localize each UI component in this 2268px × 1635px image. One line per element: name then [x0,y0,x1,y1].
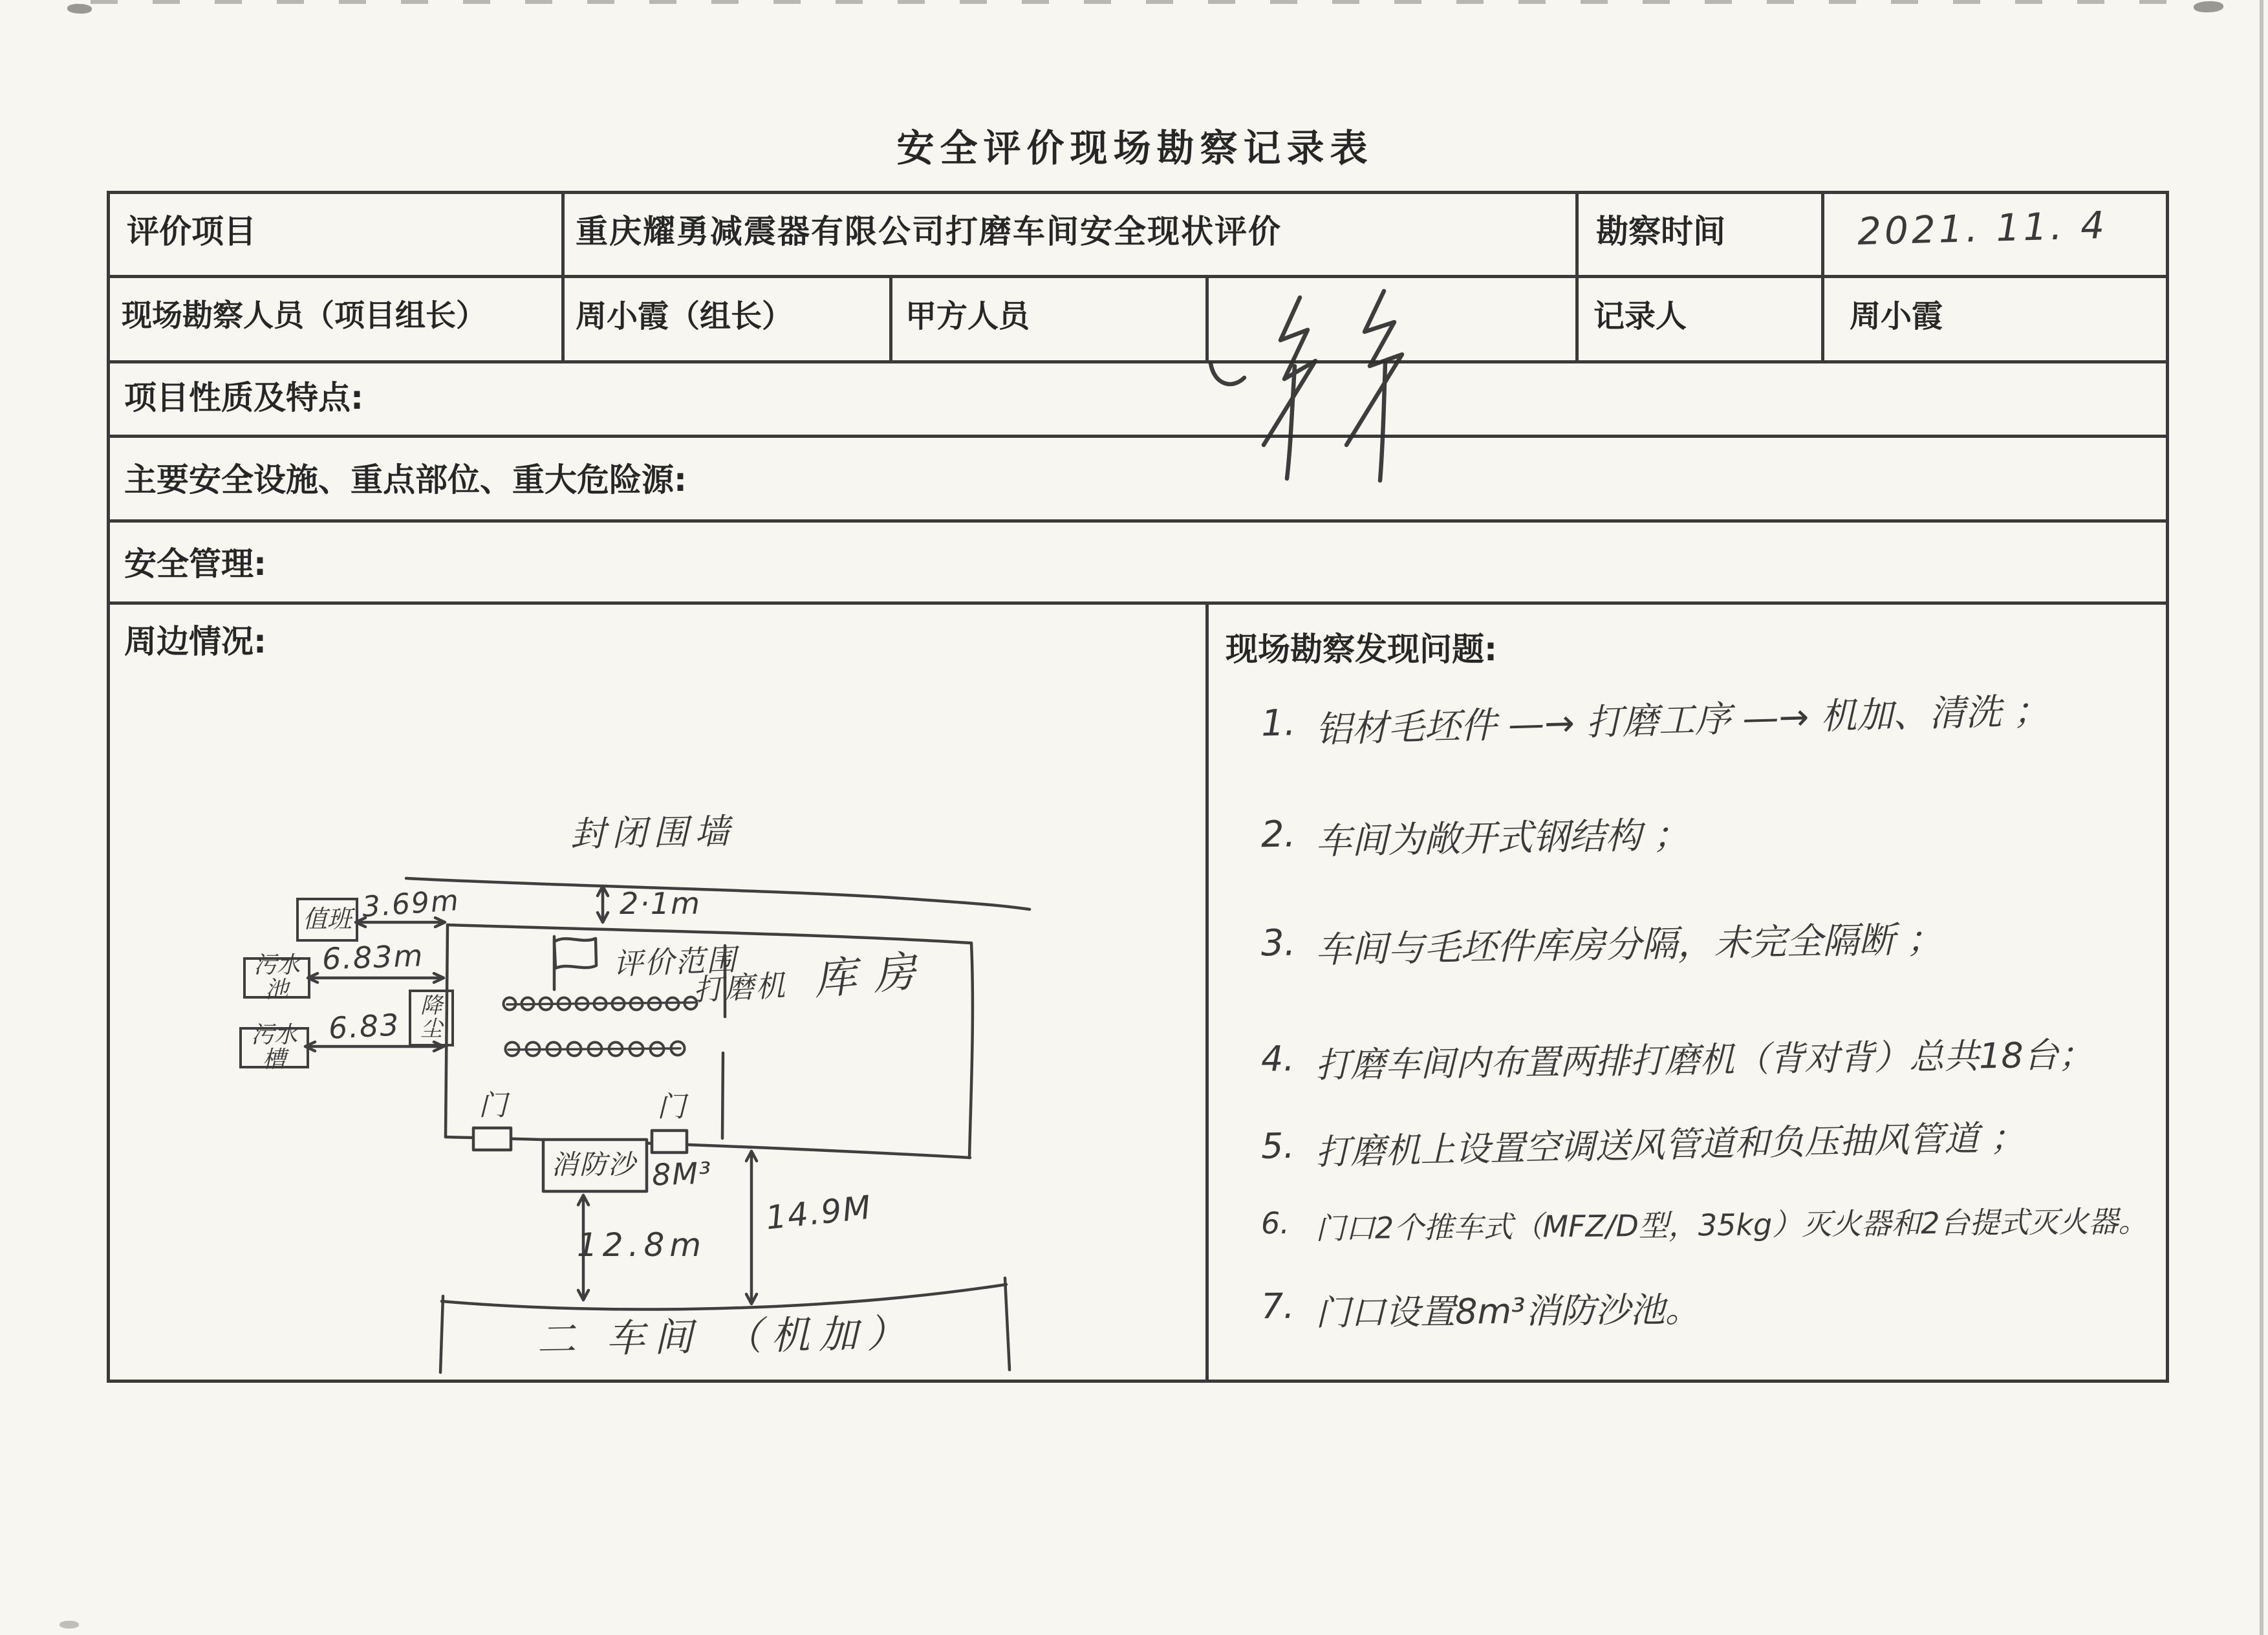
door-left [473,1128,511,1150]
door-right [652,1131,687,1153]
finding-item [1261,1026,2180,1088]
building-right-wall [969,943,973,1158]
sewage-tank-label: 污水槽 [250,1022,297,1073]
sewage-tank-distance-label: 6.83 [327,1007,401,1046]
table-line [107,191,2169,194]
table-line [561,191,565,363]
finding-item [1260,907,2179,975]
finding-item [1260,1107,2179,1176]
building-top-wall [448,925,971,943]
fire-sand-label: 消防沙 [551,1149,637,1180]
finding-number: 5. [1260,1125,1295,1167]
scope-flag-icon [554,938,596,968]
grinder-row-label: 打磨机 [692,968,788,1008]
cell-surveyor-value: 周小霞（组长） [576,298,794,334]
finding-number: 6. [1260,1205,1290,1241]
workshop2-left-tick [440,1296,443,1372]
scan-edge-artifact [2260,0,2263,1635]
table-line [107,519,2169,523]
finding-item [1261,1278,2180,1336]
finding-text: 铝材毛坯件 —→ 打磨工序 —→ 机加、清洗 ； [1315,689,2050,752]
workshop2-top-line [442,1284,1006,1310]
table-line [1821,191,1824,363]
cell-party-a-label: 甲方人员 [905,298,1030,334]
cell-recorder-label: 记录人 [1593,298,1687,334]
table-line [1205,601,1209,1383]
cell-survey-time-value: 2021. 11. 4 [1857,202,2108,254]
dust-removal-box [409,990,454,1046]
cell-management-label: 安全管理: [124,545,266,583]
sewage-pool-box [243,952,310,1003]
cell-eval-project-label: 评价项目 [127,213,256,250]
workshop2-right-tick [1005,1278,1010,1370]
table-line [107,360,2169,363]
sewage-pool-distance-label: 6.83m [321,938,425,977]
finding-text: 车间为敞开式钢结构 ； [1315,814,1690,863]
door-left-label: 门 [479,1089,508,1122]
duty-room-label: 值班 [302,905,352,934]
table-line [107,601,2169,605]
table-line [107,435,2169,438]
scope-flag-label: 评价范围 [612,942,738,982]
finding-item [1260,678,2180,754]
finding-item [1261,1198,2180,1248]
cell-facilities-label: 主要安全设施、重点部位、重大危险源: [124,461,687,499]
warehouse-label: 库房 [811,945,934,1005]
scan-speck [2194,1,2224,13]
finding-text: 门口2个推车式（MFZ/D型，35kg）灭火器和2台提式灭火器。 [1315,1204,2148,1246]
enclosure-wall-line [406,878,1030,909]
distance-14-9-arrow [746,1151,757,1304]
finding-text: 门口设置8m³消防沙池。 [1315,1289,1700,1334]
finding-number: 1. [1260,702,1297,745]
scan-speck [59,1621,79,1629]
page-title: 安全评价现场勘察记录表 [896,126,1374,170]
door-right-label: 门 [657,1090,687,1123]
party-a-signature [1196,257,1597,516]
cell-surroundings-label: 周边情况: [124,623,266,660]
finding-text: 车间与毛坯件库房分隔，未完全隔断 ； [1315,918,1943,971]
fire-sand-volume: 8M³ [651,1155,713,1193]
grinder-row2-line [508,1048,680,1050]
cell-surveyor-label: 现场勘察人员（项目组长） [122,298,486,334]
enclosure-wall-label: 封闭围墙 [570,810,737,855]
cell-recorder-value: 周小霞 [1850,298,1943,334]
sewage-pool-label: 污水池 [253,952,300,1003]
wall-distance-label: 2·1m [620,886,701,921]
wall-distance-arrow [598,886,608,922]
sewage-tank-box [239,1022,309,1073]
finding-number: 4. [1260,1038,1295,1079]
duty-room-box [296,898,358,942]
table-line [107,275,2169,278]
cell-nature-label: 项目性质及特点: [124,379,363,417]
table-line [107,191,110,1383]
table-line [889,275,892,363]
finding-number: 2. [1260,813,1296,856]
finding-item [1260,798,2179,866]
dust-removal-label: 降尘 [420,993,442,1042]
finding-text: 打磨车间内布置两排打磨机（背对背）总共18台； [1315,1034,2094,1086]
scan-edge-artifact [91,0,2179,4]
building-bottom-wall [446,1137,970,1158]
distance-12-8-label: 12.8m [577,1226,707,1264]
workshop2-label: 二 车间 （机加） [536,1310,915,1363]
cell-survey-time-label: 勘察时间 [1596,213,1725,250]
finding-text: 打磨机上设置空调送风管道和负压抽风管道 ； [1315,1117,2025,1173]
finding-number: 3. [1260,922,1296,965]
cell-eval-project-value: 重庆耀勇减震器有限公司打磨车间安全现状评价 [576,213,1282,250]
cell-findings-label: 现场勘察发现问题: [1226,631,1497,668]
distance-14-9-label: 14.9M [764,1188,874,1237]
scan-speck [67,3,92,14]
duty-distance-label: 3.69m [361,883,461,924]
finding-number: 7. [1260,1285,1295,1327]
